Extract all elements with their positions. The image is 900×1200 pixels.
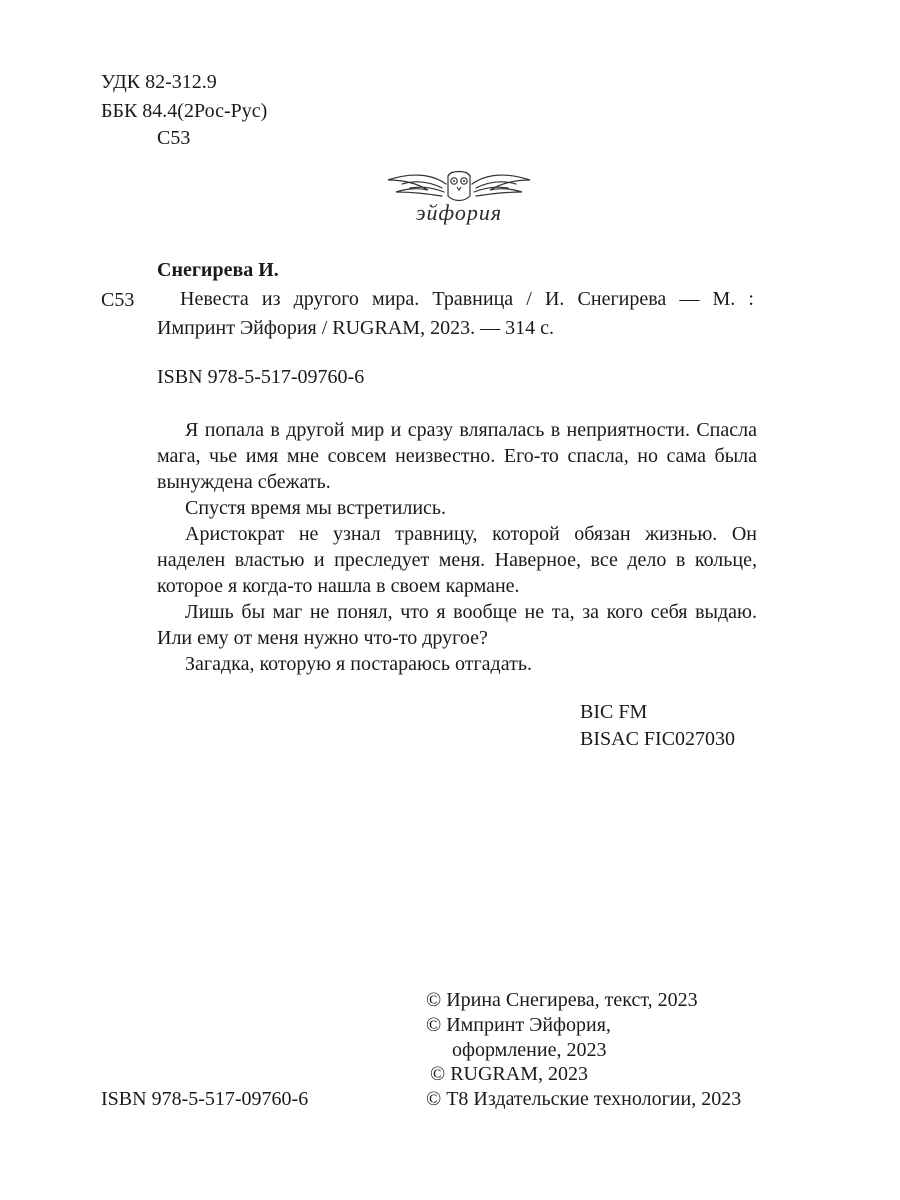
annotation-paragraph: Спустя время мы встретились. (185, 497, 447, 519)
copyright-t8: © Т8 Издательские технологии, 2023 (426, 1088, 742, 1110)
bisac-code: BISAC FIC027030 (580, 728, 736, 750)
publisher-logo (384, 166, 534, 230)
copyright-rugram: © RUGRAM, 2023 (430, 1063, 588, 1085)
isbn-bottom: ISBN 978-5-517-09760-6 (101, 1088, 309, 1110)
copyright-imprint: © Импринт Эйфория, (426, 1014, 611, 1036)
bib-line-2: Импринт Эйфория / RUGRAM, 2023. — 314 с. (157, 317, 554, 339)
bbk-code: ББК 84.4(2Рос-Рус) (101, 100, 268, 122)
publisher-logo-text: эйфория (415, 200, 503, 225)
isbn-top: ISBN 978-5-517-09760-6 (157, 366, 365, 388)
annotation-paragraph: Аристократ не узнал травницу, которой обязан жизнью. Он наделен властью и преследует меня. Наверное, все дело в кольце, которое я когда-то нашла в своем кармане. (157, 523, 757, 597)
bib-mark: С53 (101, 289, 135, 311)
copyright-text: © Ирина Снегирева, текст, 2023 (426, 989, 698, 1011)
annotation-paragraph: Лишь бы маг не понял, что я вообще не та, за кого себя выдаю. Или ему от меня нужно что-то другое? (157, 601, 757, 649)
annotation-paragraph: Я попала в другой мир и сразу вляпалась в неприятности. Спасла мага, чье имя мне совсем неизвестно. Его-то спасла, но сама была вынуждена сбежать. (157, 419, 757, 493)
author-mark: С53 (157, 127, 191, 149)
udk-code: УДК 82-312.9 (101, 71, 217, 93)
author-name: Снегирева И. (157, 259, 279, 281)
bic-code: BIC FM (580, 701, 648, 723)
bib-line-1: Невеста из другого мира. Травница / И. Снегирева — М. : (180, 288, 754, 310)
annotation-paragraph: Загадка, которую я постараюсь отгадать. (185, 653, 532, 675)
copyright-imprint-design: оформление, 2023 (452, 1039, 607, 1061)
